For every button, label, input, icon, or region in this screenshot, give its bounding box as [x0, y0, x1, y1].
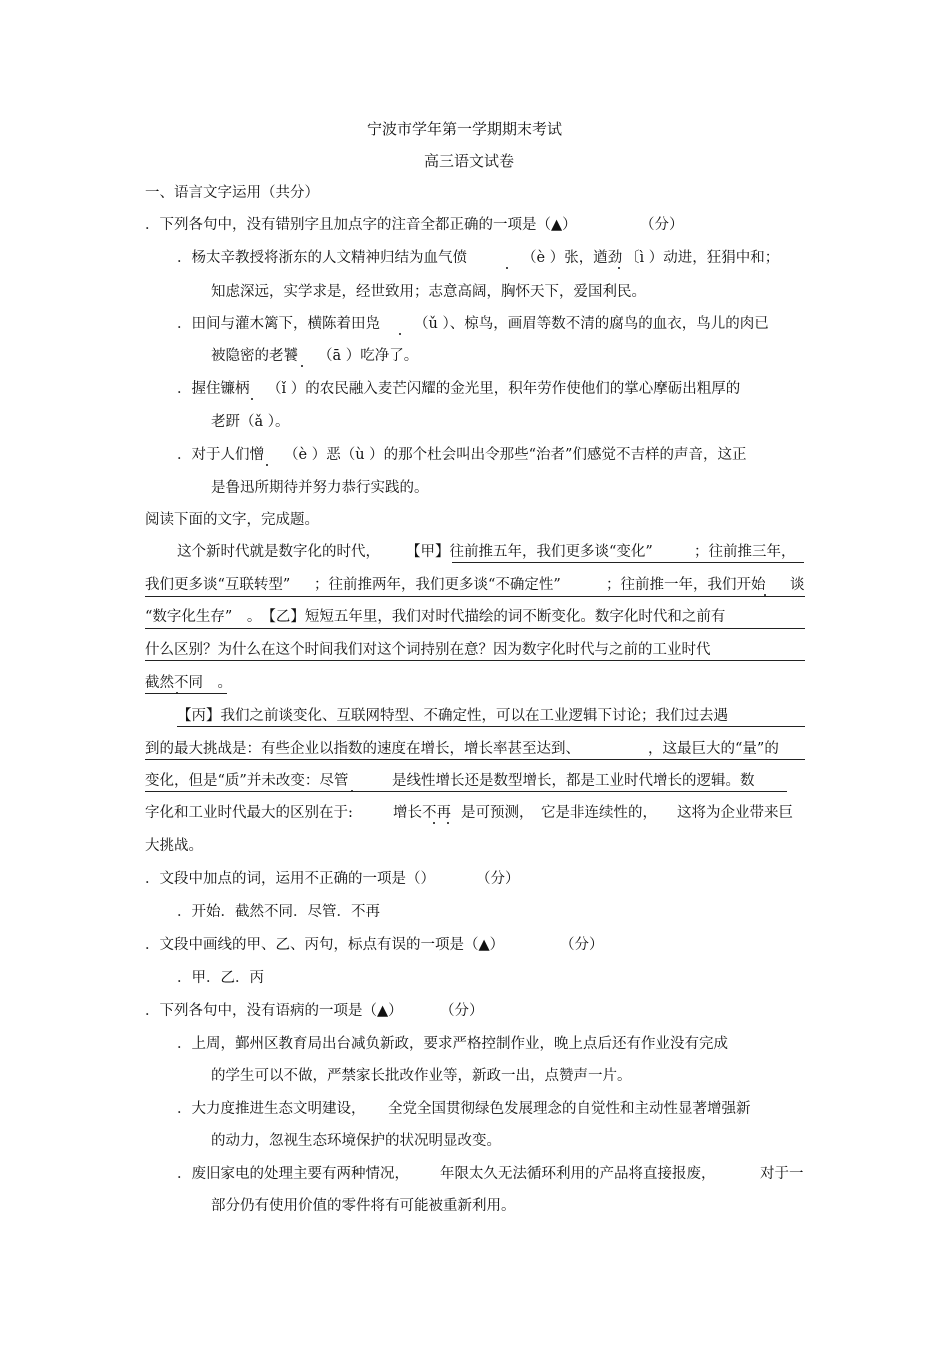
passage-p2-line5: 大挑战。: [145, 838, 203, 854]
q3-options: ．甲．乙．丙: [177, 970, 264, 986]
emphasis-dot: [447, 822, 449, 824]
q1-option-b-line2b: （ā ）吃净了。: [318, 348, 419, 364]
q4-option-c-line1c: 对于一: [760, 1166, 804, 1182]
q4-option-a-line1: ．上周，鄞州区教育局出台减负新政，要求严格控制作业，晚上点后还有作业没有完成: [177, 1036, 728, 1052]
q1-option-c-line1b: （ǐ ）的农民融入麦芒闪耀的金光里，积年劳作使他们的掌心摩砺出粗厚的: [267, 381, 741, 397]
q3-stem: ．文段中画线的甲、乙、丙句，标点有误的一项是（▲）: [145, 937, 505, 953]
q2-options: ．开始．截然不同．尽管．不再: [177, 904, 380, 920]
q1-score: （分）: [640, 217, 684, 233]
emphasis-dot: [618, 267, 620, 269]
underline: [145, 759, 805, 760]
q4-option-c-line1b: 年限太久无法循环利用的产品将直接报废，: [440, 1166, 716, 1182]
q1-option-b-line1b: （ǔ ）、椋鸟，画眉等数不清的腐鸟的血衣，鸟儿的肉已: [414, 316, 769, 332]
q1-option-b-line1: ．田间与灌木篱下，横陈着田凫: [177, 316, 380, 332]
q3-score: （分）: [560, 937, 604, 953]
q1-stem: ．下列各句中，没有错别字且加点字的注音全都正确的一项是（▲）: [145, 217, 577, 233]
underline: [452, 562, 804, 563]
passage-p2-line4e: 这将为企业带来巨: [677, 805, 793, 821]
underline: [145, 660, 805, 661]
emphasis-dot: [301, 365, 303, 367]
passage-p1-line2a: 我们更多谈“互联转型”: [145, 577, 291, 593]
q1-option-c-line1: ．握住镰柄: [177, 381, 250, 397]
passage-p2-line4a: 字化和工业时代最大的区别在于:: [145, 805, 353, 821]
emphasis-dot: [433, 822, 435, 824]
q1-option-d-line1b: （è ）恶（ù ）的那个杜会叫出令那些“治者”们感觉不吉样的声音，这正: [284, 447, 747, 463]
q1-option-a-line1c: 〔ì ）动进，狂狷中和；: [625, 250, 780, 266]
exam-subtitle: 高三语文试卷: [424, 152, 515, 170]
emphasis-dot: [399, 333, 401, 335]
passage-p2-line3a: 变化，但是“质”并未改变：尽管: [145, 773, 349, 789]
q4-option-c-line1a: ．废旧家电的处理主要有两种情况，: [177, 1166, 409, 1182]
q1-option-a-line1: ．杨太辛教授将浙东的人文精神归结为血气偾: [177, 250, 467, 266]
q1-option-d-line2: 是鲁迅所期待并努力恭行实践的。: [211, 480, 429, 496]
passage-p2-line4b: 增长不再: [393, 805, 451, 821]
passage-p1-line3: “数字化生存” 。 【乙】短短五年里，我们对时代描绘的词不断变化。数字化时代和之前有: [145, 609, 726, 625]
q4-option-b-line1b: 全党全国贯彻绿色发展理念的自觉性和主动性显著增强新: [388, 1101, 751, 1117]
underline: [145, 791, 787, 792]
reading-intro: 阅读下面的文字，完成题。: [145, 512, 319, 528]
underline: [145, 628, 805, 629]
q1-option-a-line1b: （è ）张，遒劲: [522, 250, 623, 266]
section-heading: 一、语言文字运用（共分）: [145, 185, 319, 201]
passage-p2-line4d: 它是非连续性的，: [541, 805, 657, 821]
passage-p1-line1a: 这个新时代就是数字化的时代，: [177, 544, 380, 560]
q1-option-c-line2: 老趼（ǎ ）。: [211, 414, 290, 430]
q1-option-a-line2: 知虑深远，实学求是，经世致用；志意高阔，胸怀天下，爱国利民。: [211, 284, 646, 300]
underline: [145, 693, 227, 694]
q4-option-b-line2: 的动力，忽视生态环境保护的状况明显改变。: [211, 1133, 501, 1149]
passage-p1-line2c: ；往前推一年，我们开始: [606, 577, 766, 593]
q2-score: （分）: [476, 871, 520, 887]
underline: [177, 726, 805, 727]
passage-p2-line4c: 是可预测，: [461, 805, 534, 821]
passage-p1-line1b: 【甲】往前推五年，我们更多谈“变化”: [406, 544, 653, 560]
q4-option-c-line2: 部分仍有使用价值的零件将有可能被重新利用。: [211, 1198, 516, 1214]
passage-p1-line2d: 谈: [790, 577, 805, 593]
emphasis-dot: [251, 398, 253, 400]
q4-option-a-line2: 的学生可以不做，严禁家长批改作业等，新政一出，点赞声一片。: [211, 1068, 632, 1084]
underline: [145, 596, 805, 597]
passage-p2-line2b: ，这最巨大的“量”的: [648, 741, 779, 757]
passage-p1-line2b: ；往前推两年，我们更多谈“不确定性”: [314, 577, 561, 593]
q4-score: （分）: [440, 1003, 484, 1019]
q2-stem: ．文段中加点的词，运用不正确的一项是（）: [145, 871, 435, 887]
q4-stem: ．下列各句中，没有语病的一项是（▲）: [145, 1003, 403, 1019]
q4-option-b-line1a: ．大力度推进生态文明建设，: [177, 1101, 366, 1117]
q1-option-b-line2: 被隐密的老饕: [211, 348, 298, 364]
emphasis-dot: [506, 267, 508, 269]
emphasis-dot: [266, 464, 268, 466]
exam-title: 宁波市学年第一学期期末考试: [367, 120, 563, 138]
passage-p2-line2a: 到的最大挑战是：有些企业以指数的速度在增长，增长率甚至达到、: [145, 741, 580, 757]
passage-p1-line4: 什么区别？为什么在这个时间我们对这个词持别在意？因为数字化时代与之前的工业时代: [145, 642, 711, 658]
passage-p1-line1c: ；往前推三年，: [694, 544, 796, 560]
q1-option-d-line1: ．对于人们憎: [177, 447, 264, 463]
passage-p2-line1: 【丙】我们之前谈变化、互联网特型、不确定性，可以在工业逻辑下讨论；我们过去遇: [177, 708, 728, 724]
passage-p1-line5: 截然不同 。: [145, 675, 232, 691]
passage-p2-line3b: 是线性增长还是数型增长，都是工业时代增长的逻辑。数: [392, 773, 755, 789]
